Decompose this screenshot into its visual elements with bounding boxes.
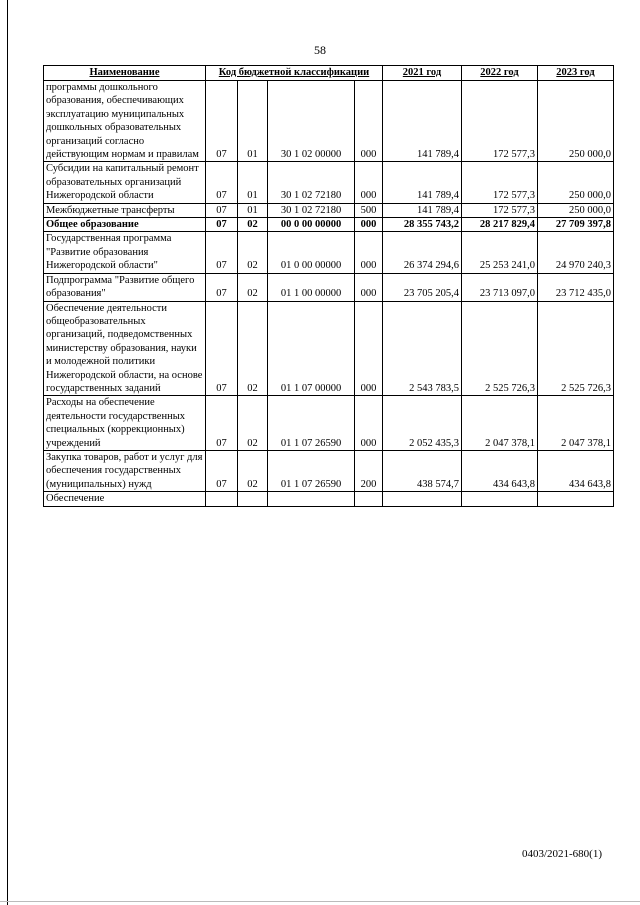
header-2021: 2021 год	[383, 66, 462, 81]
row-value-2022: 172 577,3	[462, 81, 538, 162]
row-subsection: 02	[238, 301, 268, 396]
row-expense-type	[355, 492, 383, 506]
row-value-2023: 250 000,0	[538, 203, 614, 217]
row-subsection: 01	[238, 203, 268, 217]
row-value-2022: 172 577,3	[462, 162, 538, 203]
row-name: Обеспечение деятельности общеобразовательных организаций, подведомственных министерству образования, науки и молодежной политики Нижегородской области, на основе государственных заданий	[44, 301, 206, 396]
row-name: Обеспечение	[44, 492, 206, 506]
table-row-continued	[44, 492, 614, 506]
row-section: 07	[206, 450, 238, 491]
row-section: 07	[206, 81, 238, 162]
row-value-2023: 24 970 240,3	[538, 232, 614, 273]
row-section	[206, 492, 238, 506]
table-row	[44, 396, 614, 451]
row-target-code: 01 1 07 26590	[268, 450, 355, 491]
row-target-code	[268, 492, 355, 506]
row-subsection: 01	[238, 81, 268, 162]
row-expense-type: 000	[355, 232, 383, 273]
bottom-edge-line	[0, 901, 640, 902]
row-subsection: 02	[238, 218, 268, 232]
table-row	[44, 301, 614, 396]
row-value-2021	[383, 492, 462, 506]
row-section: 07	[206, 218, 238, 232]
row-target-code: 30 1 02 00000	[268, 81, 355, 162]
row-value-2021: 141 789,4	[383, 81, 462, 162]
row-target-code: 00 0 00 00000	[268, 218, 355, 232]
row-target-code: 30 1 02 72180	[268, 162, 355, 203]
row-value-2023: 250 000,0	[538, 81, 614, 162]
row-expense-type: 200	[355, 450, 383, 491]
document-code: 0403/2021-680(1)	[521, 848, 602, 860]
row-value-2021: 141 789,4	[383, 162, 462, 203]
header-name: Наименование	[44, 66, 206, 81]
table-row	[44, 273, 614, 301]
row-section: 07	[206, 232, 238, 273]
table-row	[44, 450, 614, 491]
row-value-2022: 28 217 829,4	[462, 218, 538, 232]
row-section: 07	[206, 203, 238, 217]
row-value-2023: 2 525 726,3	[538, 301, 614, 396]
row-value-2021: 141 789,4	[383, 203, 462, 217]
row-expense-type: 500	[355, 203, 383, 217]
row-value-2022: 172 577,3	[462, 203, 538, 217]
row-target-code: 01 0 00 00000	[268, 232, 355, 273]
row-name: программы дошкольного образования, обеспечивающих эксплуатацию муниципальных дошкольных образовательных организаций согласно действующим нормам и правилам	[44, 81, 206, 162]
row-value-2021: 23 705 205,4	[383, 273, 462, 301]
row-expense-type: 000	[355, 273, 383, 301]
row-target-code: 01 1 07 00000	[268, 301, 355, 396]
row-value-2021: 2 543 783,5	[383, 301, 462, 396]
row-subsection: 02	[238, 273, 268, 301]
row-name: Подпрограмма "Развитие общего образования"	[44, 273, 206, 301]
row-section: 07	[206, 162, 238, 203]
row-target-code: 30 1 02 72180	[268, 203, 355, 217]
table-row	[44, 203, 614, 217]
row-value-2022	[462, 492, 538, 506]
header-2023: 2023 год	[538, 66, 614, 81]
row-value-2022: 434 643,8	[462, 450, 538, 491]
row-value-2022: 2 525 726,3	[462, 301, 538, 396]
row-target-code: 01 1 00 00000	[268, 273, 355, 301]
header-code: Код бюджетной классификации	[206, 66, 383, 81]
row-value-2021: 28 355 743,2	[383, 218, 462, 232]
row-subsection: 02	[238, 232, 268, 273]
row-value-2021: 438 574,7	[383, 450, 462, 491]
row-target-code: 01 1 07 26590	[268, 396, 355, 451]
table-row	[44, 81, 614, 162]
row-name: Общее образование	[44, 218, 206, 232]
row-value-2023: 27 709 397,8	[538, 218, 614, 232]
row-value-2023: 23 712 435,0	[538, 273, 614, 301]
row-subsection: 02	[238, 450, 268, 491]
row-name: Закупка товаров, работ и услуг для обеспечения государственных (муниципальных) нужд	[44, 450, 206, 491]
row-section: 07	[206, 273, 238, 301]
page-edge-line	[7, 0, 8, 905]
row-value-2022: 2 047 378,1	[462, 396, 538, 451]
row-value-2021: 26 374 294,6	[383, 232, 462, 273]
table-row	[44, 232, 614, 273]
row-section: 07	[206, 301, 238, 396]
row-value-2023	[538, 492, 614, 506]
row-name: Межбюджетные трансферты	[44, 203, 206, 217]
row-value-2021: 2 052 435,3	[383, 396, 462, 451]
row-value-2023: 2 047 378,1	[538, 396, 614, 451]
header-2022: 2022 год	[462, 66, 538, 81]
table-header-row	[44, 66, 614, 81]
row-name: Расходы на обеспечение деятельности государственных специальных (коррекционных) учреждений	[44, 396, 206, 451]
row-name: Субсидии на капитальный ремонт образовательных организаций Нижегородской области	[44, 162, 206, 203]
row-value-2022: 23 713 097,0	[462, 273, 538, 301]
table-row-section-total	[44, 218, 614, 232]
row-expense-type: 000	[355, 162, 383, 203]
row-expense-type: 000	[355, 81, 383, 162]
row-expense-type: 000	[355, 396, 383, 451]
row-value-2022: 25 253 241,0	[462, 232, 538, 273]
row-name: Государственная программа "Развитие образования Нижегородской области"	[44, 232, 206, 273]
page-number: 58	[314, 43, 326, 57]
row-subsection	[238, 492, 268, 506]
row-value-2023: 434 643,8	[538, 450, 614, 491]
budget-table	[43, 65, 614, 507]
row-expense-type: 000	[355, 301, 383, 396]
table-row	[44, 162, 614, 203]
row-expense-type: 000	[355, 218, 383, 232]
row-subsection: 02	[238, 396, 268, 451]
row-subsection: 01	[238, 162, 268, 203]
row-value-2023: 250 000,0	[538, 162, 614, 203]
row-section: 07	[206, 396, 238, 451]
